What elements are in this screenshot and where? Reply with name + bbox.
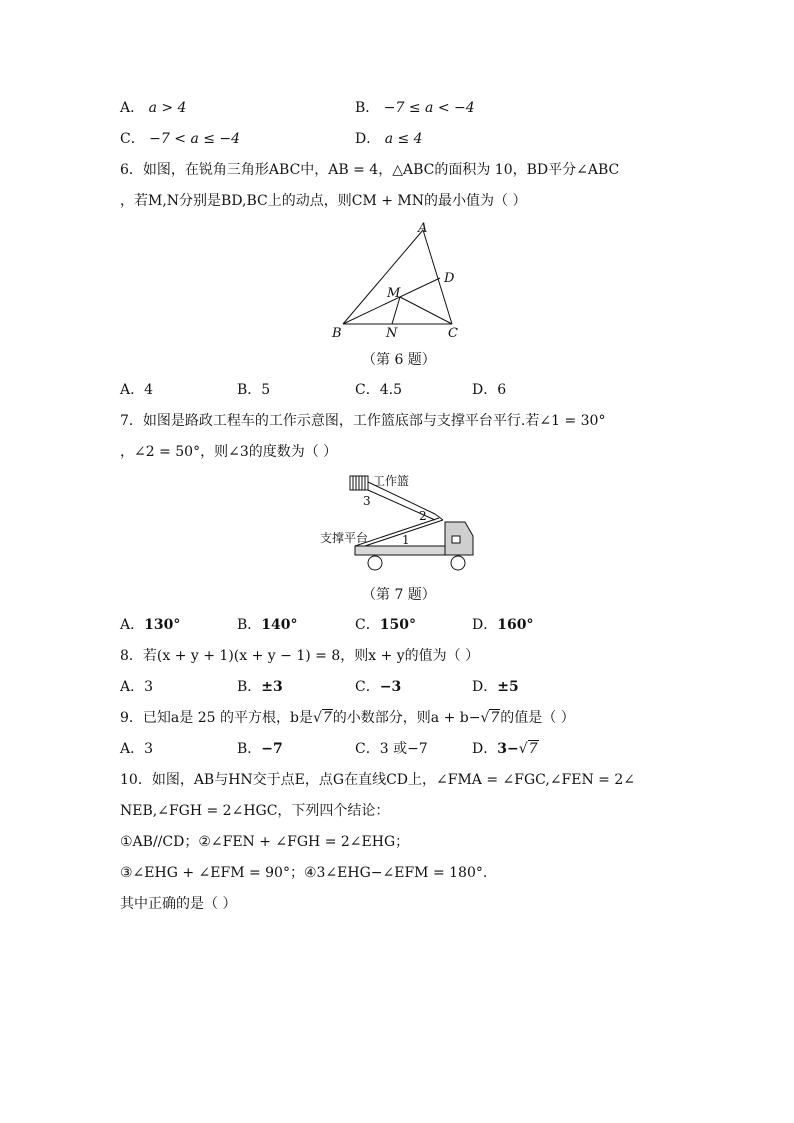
q10-text-line5: 其中正确的是（ ） — [120, 896, 237, 912]
q8-option-a — [120, 677, 153, 697]
label-angle2: 2 — [419, 509, 427, 523]
q6-caption: （第 6 题） — [362, 352, 436, 368]
segment-mc — [400, 297, 452, 324]
q8-option-d — [472, 677, 519, 697]
label-basket: 工作篮 — [373, 474, 410, 488]
label-m: M — [387, 286, 401, 301]
q6-option-c — [355, 380, 402, 400]
option-text: 140° — [261, 617, 298, 633]
option-label: B． — [355, 100, 380, 116]
q10-text-line4: ③∠EHG + ∠EFM = 90°；④3∠EHG−∠EFM = 180°. — [120, 865, 488, 881]
q9-option-a — [120, 739, 153, 759]
q9-text-part: 的小数部分，则a + b− — [332, 710, 481, 726]
q5-option-d — [355, 129, 423, 149]
q6-text-line1: 6．如图，在锐角三角形ABC中，AB = 4，△ABC的面积为 10，BD平分∠ABC — [120, 162, 620, 178]
q8-option-b — [237, 677, 283, 697]
q5-option-b — [355, 98, 475, 118]
q8-option-c — [355, 677, 401, 697]
q7-option-d — [472, 615, 533, 635]
option-label: D． — [355, 131, 381, 147]
option-label: B． — [237, 679, 262, 695]
q7-option-a — [120, 615, 180, 635]
option-label: B． — [237, 382, 262, 398]
q9-text-part: 的值是（ ） — [500, 710, 575, 726]
option-label: A． — [120, 679, 145, 695]
option-text: 160° — [497, 617, 534, 633]
option-label: A． — [120, 100, 145, 116]
option-text: 6 — [497, 382, 507, 398]
q6-text-line2: ，若M,N分别是BD,BC上的动点，则CM + MN的最小值为（ ） — [120, 193, 527, 209]
option-text: 5 — [261, 382, 271, 398]
label-a: A — [418, 221, 428, 236]
option-label: C． — [120, 131, 145, 147]
option-label: D． — [472, 617, 498, 633]
option-text: 3 或−7 — [379, 741, 428, 757]
label-angle3: 3 — [363, 494, 371, 508]
option-text: 150° — [379, 617, 416, 633]
option-text: ±5 — [497, 679, 519, 695]
segment-ab — [343, 230, 423, 324]
option-label: D． — [472, 382, 498, 398]
option-label: A． — [120, 617, 145, 633]
option-text: 3 — [144, 741, 154, 757]
option-label: C． — [355, 679, 380, 695]
q6-triangle-figure — [330, 218, 470, 342]
option-text: 4 — [144, 382, 154, 398]
q7-caption: （第 7 题） — [362, 587, 436, 603]
label-n: N — [386, 326, 398, 341]
q5-option-c — [120, 129, 240, 149]
option-text: 4.5 — [379, 382, 402, 398]
q10-text-line1: 10．如图，AB与HN交于点E，点G在直线CD上，∠FMA = ∠FGC,∠FEN = 2∠ — [120, 772, 636, 788]
option-label: C． — [355, 617, 380, 633]
option-text: 3− — [497, 741, 519, 757]
cab-window — [452, 536, 460, 543]
q9-text-part: 9．已知a是 25 的平方根，b是 — [120, 710, 313, 726]
radicand: 7 — [490, 710, 500, 726]
option-text: 130° — [144, 617, 181, 633]
option-label: D． — [472, 679, 498, 695]
q10-text-line2: NEB,∠FGH = 2∠HGC，下列四个结论： — [120, 803, 390, 819]
option-text: −7 — [261, 741, 283, 757]
option-text: a ≤ 4 — [384, 131, 423, 147]
rear-wheel — [368, 556, 382, 570]
label-d: D — [444, 271, 455, 286]
segment-bd — [343, 278, 440, 324]
radicand: 7 — [322, 710, 332, 726]
q9-option-c — [355, 739, 428, 759]
option-text: 3 — [144, 679, 154, 695]
label-angle1: 1 — [402, 533, 410, 547]
q6-option-a — [120, 380, 153, 400]
q7-option-c — [355, 615, 416, 635]
label-b: B — [332, 326, 342, 341]
platform-shape — [355, 546, 445, 555]
option-label: B． — [237, 741, 262, 757]
segment-mn — [392, 297, 400, 324]
option-text: −7 ≤ a < −4 — [383, 100, 475, 116]
option-label: C． — [355, 382, 380, 398]
q6-option-b — [237, 380, 270, 400]
q7-option-b — [237, 615, 298, 635]
label-platform: 支撑平台 — [320, 531, 369, 545]
option-label: A． — [120, 382, 145, 398]
q9-text-line1: 9．已知a是 25 的平方根，b是√7的小数部分，则a + b−√7的值是（ ） — [120, 710, 575, 726]
option-label: A． — [120, 741, 145, 757]
q9-option-b — [237, 739, 283, 759]
option-text: ±3 — [261, 679, 283, 695]
label-c: C — [448, 326, 458, 341]
q7-truck-figure — [315, 468, 480, 576]
q5-option-a — [120, 98, 186, 118]
option-text: −7 < a ≤ −4 — [149, 131, 241, 147]
q7-text-line2: ，∠2 = 50°，则∠3的度数为（ ） — [120, 444, 338, 460]
radicand: 7 — [528, 741, 538, 757]
option-text: a > 4 — [148, 100, 187, 116]
q8-text-line1: 8．若(x + y + 1)(x + y − 1) = 8，则x + y的值为（ ） — [120, 648, 480, 664]
option-text: −3 — [379, 679, 402, 695]
q6-option-d — [472, 380, 506, 400]
option-label: D． — [472, 741, 498, 757]
option-label: B． — [237, 617, 262, 633]
front-wheel — [451, 556, 465, 570]
q10-text-line3: ①AB//CD；②∠FEN + ∠FGH = 2∠EHG； — [120, 834, 410, 850]
q7-text-line1: 7．如图是路政工程车的工作示意图，工作篮底部与支撑平台平行.若∠1 = 30° — [120, 413, 606, 429]
q9-option-d: D．3−√7 — [472, 741, 538, 757]
option-label: C． — [355, 741, 380, 757]
